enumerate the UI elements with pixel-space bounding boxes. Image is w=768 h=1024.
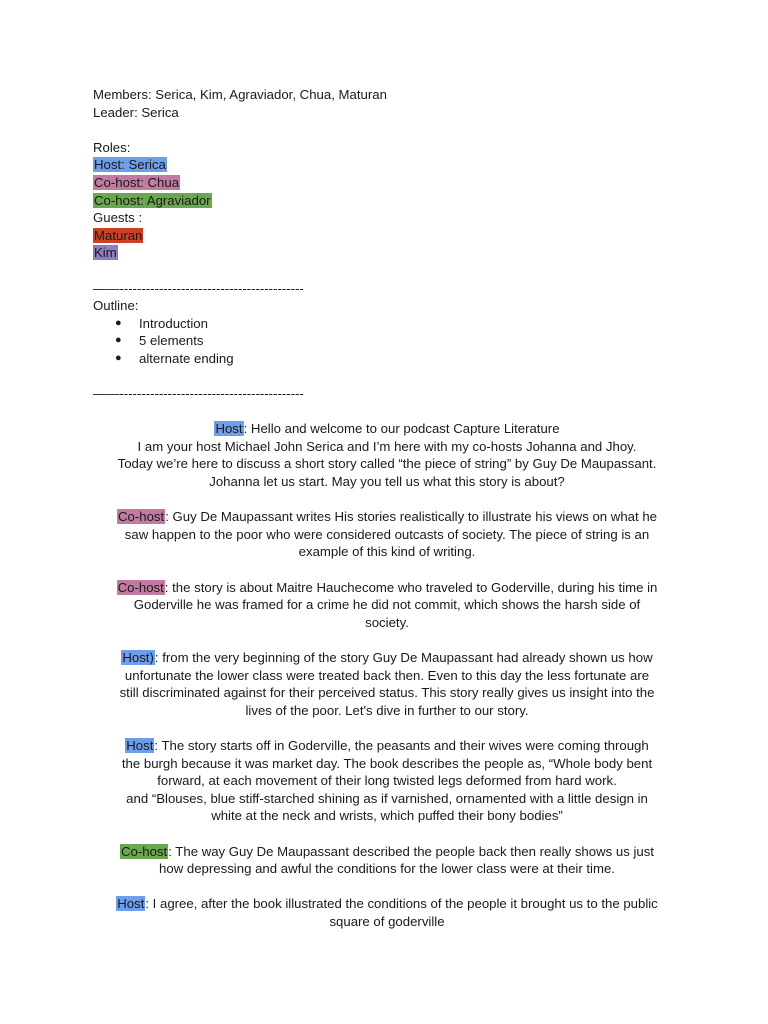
dialogue-text: how depressing and awful the conditions for the lower class were at their time. — [159, 861, 615, 877]
dialogue-text: the burgh because it was market day. The book describes the people as, “Whole body bent — [121, 755, 653, 771]
dialogue-text: still discriminated against for their perceived status. This story really gives us insight into the — [119, 685, 655, 701]
role-cohost-chua — [93, 174, 681, 192]
spacer — [93, 719, 681, 737]
bullet-icon: ● — [115, 334, 122, 347]
dialogue-text: Johanna let us start. May you tell us what this story is about? — [209, 474, 565, 490]
speaker-tag: Host — [126, 737, 154, 753]
outline-item — [115, 350, 681, 368]
dialogue-text: example of this kind of writing. — [298, 544, 476, 560]
dialogue-text: the story is about Maitre Hauchecome who traveled to Goderville, during his time in — [168, 579, 658, 595]
speaker-tag: Host — [117, 896, 145, 912]
role-cohost-agraviador-highlight: Co-host: Agraviador — [94, 192, 211, 208]
bullet-icon: ● — [115, 316, 122, 329]
outline-item-label: Introduction — [139, 315, 208, 331]
dialogue-text: unfortunate the lower class were treated back then. Even to this day the less fortunate are — [124, 667, 650, 683]
spacer — [93, 403, 681, 421]
divider-2: ——------------------------------------------ — [93, 386, 304, 402]
spacer — [93, 491, 681, 509]
script-block-cohost-2 — [93, 579, 681, 632]
speaker-sep: : — [164, 579, 169, 595]
role-cohost-chua-highlight: Co-host: Chua — [94, 174, 180, 190]
spacer — [93, 825, 681, 843]
dialogue-text: The story starts off in Goderville, the peasants and their wives were coming through — [158, 737, 649, 753]
dialogue-text: Goderville he was framed for a crime he did not commit, which shows the harsh side of — [133, 597, 641, 613]
spacer — [93, 121, 681, 139]
dialogue-text: I am your host Michael John Serica and I’m here with my co-hosts Johanna and Jhoy. — [137, 438, 637, 454]
script-block-host-intro — [93, 420, 681, 490]
guest-kim — [93, 244, 681, 262]
dialogue-text: square of goderville — [329, 913, 445, 929]
roles-title: Roles: — [93, 139, 131, 155]
outline-item-label: 5 elements — [139, 333, 204, 349]
speaker-sep: : — [154, 650, 159, 665]
dialogue-text: forward, at each movement of their long twisted legs deformed from hard work. — [157, 773, 617, 789]
document-page — [93, 86, 681, 931]
spacer — [93, 631, 681, 649]
spacer — [93, 561, 681, 579]
outline-list — [93, 315, 681, 368]
speaker-tag: Host) — [122, 650, 154, 665]
outline-item — [115, 315, 681, 333]
speaker-tag: Co-host — [117, 579, 164, 595]
script-block-host-3 — [93, 737, 681, 825]
script-block-cohost-3 — [93, 843, 681, 878]
guest-maturan-highlight: Maturan — [94, 227, 143, 243]
dialogue-text: white at the neck and wrists, which puffed their bony bodies” — [211, 808, 563, 824]
outline-item — [115, 332, 681, 350]
speaker-sep: : — [243, 421, 248, 437]
speaker-sep: : — [154, 737, 159, 753]
dialogue-text: saw happen to the poor who were considered outcasts of society. The piece of string is an — [124, 526, 650, 542]
dialogue-text: and “Blouses, blue stiff-starched shining as if varnished, ornamented with a little design in — [126, 790, 648, 806]
role-host — [93, 156, 681, 174]
speaker-tag: Co-host — [121, 843, 168, 859]
guests-label: Guests : — [93, 210, 143, 226]
role-host-highlight: Host: Serica — [94, 157, 166, 173]
bullet-icon: ● — [115, 351, 122, 364]
spacer — [93, 262, 681, 280]
leader-line: Leader: Serica — [93, 104, 179, 120]
dialogue-text: lives of the poor. Let's dive in further to our story. — [245, 702, 529, 718]
divider-1: ——------------------------------------------ — [93, 280, 304, 296]
script-block-cohost-1 — [93, 508, 681, 561]
speaker-tag: Co-host — [118, 509, 165, 525]
speaker-sep: : — [165, 509, 169, 525]
dialogue-text: The way Guy De Maupassant described the people back then really shows us just — [171, 843, 654, 859]
dialogue-text: society. — [365, 614, 409, 630]
role-cohost-agraviador — [93, 192, 681, 210]
speaker-tag: Host — [215, 421, 243, 437]
guest-maturan — [93, 227, 681, 245]
dialogue-text: Guy De Maupassant writes His stories realistically to illustrate his views on what he — [168, 509, 657, 525]
dialogue-text: from the very beginning of the story Guy De Maupassant had already shown us how — [158, 650, 653, 665]
guest-kim-highlight: Kim — [94, 245, 117, 261]
outline-title: Outline: — [93, 298, 139, 314]
dialogue-text: Today we’re here to discuss a short story called “the piece of string” by Guy De Maupassant. — [117, 456, 657, 472]
script-block-host-4 — [93, 895, 681, 930]
dialogue-text: Hello and welcome to our podcast Capture Literature — [247, 421, 560, 437]
spacer — [93, 368, 681, 386]
speaker-sep: : — [145, 896, 149, 912]
dialogue-text: I agree, after the book illustrated the conditions of the people it brought us to the public — [149, 896, 658, 912]
script-block-host-2 — [93, 649, 681, 719]
speaker-sep: : — [168, 843, 172, 859]
members-line: Members: Serica, Kim, Agraviador, Chua, Maturan — [93, 87, 387, 102]
outline-item-label: alternate ending — [139, 350, 234, 366]
spacer — [93, 878, 681, 896]
